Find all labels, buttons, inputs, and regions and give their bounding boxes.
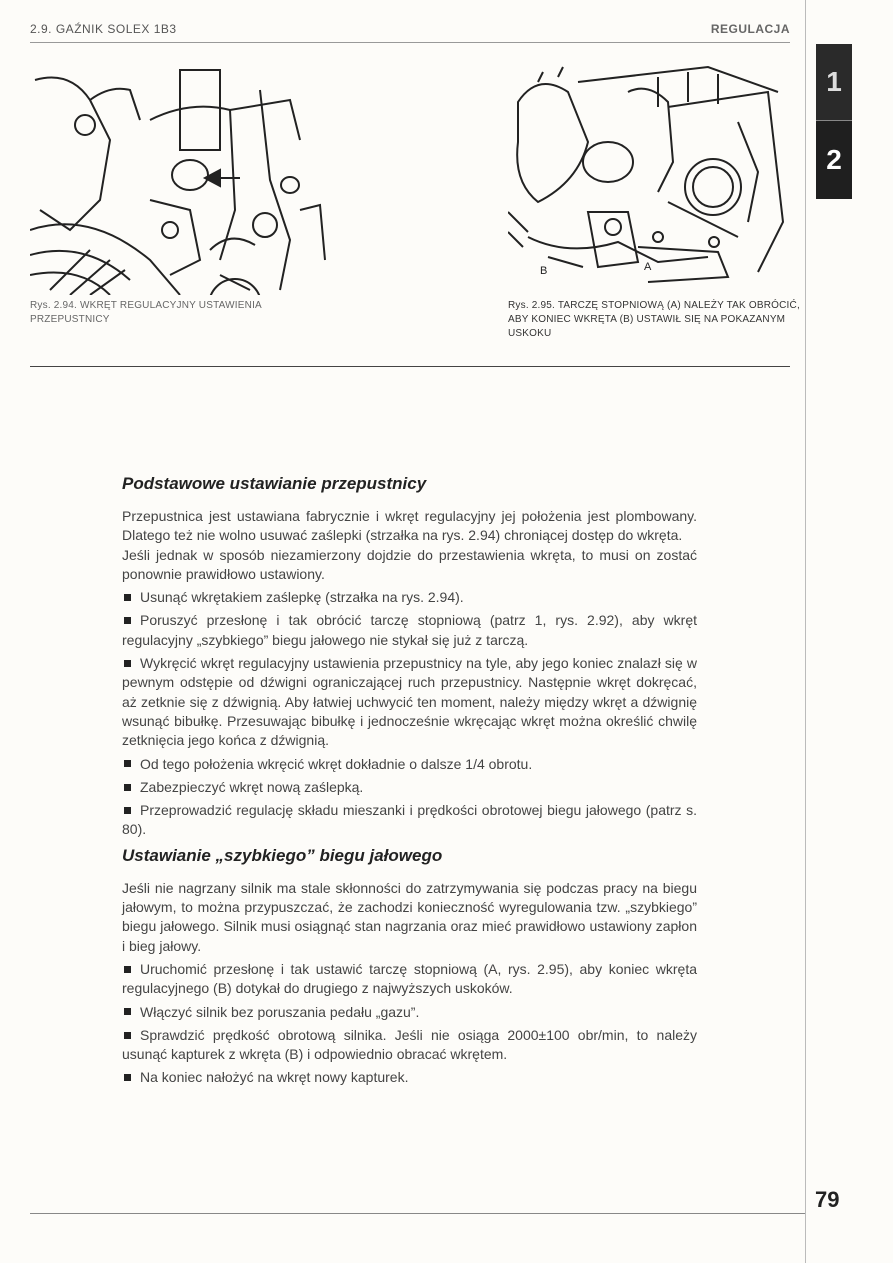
figures-divider xyxy=(30,366,790,367)
bullet-icon xyxy=(124,760,131,767)
paragraph: Jeśli jednak w sposób niezamierzony dojdzie do przestawienia wkręta, to musi on zostać ponownie prawidłowo ustawiony. xyxy=(122,546,697,582)
figure-label-a: A xyxy=(644,261,652,273)
bullet-icon xyxy=(124,594,131,601)
caption-line: PRZEPUSTNICY xyxy=(30,314,110,325)
figure-2-94-illustration xyxy=(30,60,330,295)
list-item xyxy=(122,1026,697,1065)
section-heading: 2.9. GAŹNIK SOLEX 1B3 xyxy=(30,22,177,36)
figure-label-b: B xyxy=(540,265,548,277)
caption-line: USKOKU xyxy=(508,328,552,339)
bullet-icon xyxy=(124,966,131,973)
bullet-icon xyxy=(124,1008,131,1015)
bullet-icon xyxy=(124,617,131,624)
section-title-fast-idle: Ustawianie „szybkiego” biegu jałowego xyxy=(122,845,443,865)
margin-rule xyxy=(805,0,806,1263)
chapter-heading: REGULACJA xyxy=(710,22,790,36)
list-item-text: Usunąć wkrętakiem zaślepkę (strzałka na rys. 2.94). xyxy=(140,589,464,606)
caption-line: ABY KONIEC WKRĘTA (B) USTAWIŁ SIĘ NA POKAZANYM xyxy=(508,314,786,325)
list-item xyxy=(122,1003,697,1022)
list-item-text: Od tego położenia wkręcić wkręt dokładnie o dalsze 1/4 obrotu. xyxy=(140,755,533,772)
paragraph: Jeśli nie nagrzany silnik ma stale skłonności do zatrzymywania się podczas pracy na biegu jałowym, to można przypuszczać, że zachodzi konieczność wyregulowania tzw. „szybkiego” biegu jałowego. Silnik musi osiągnąć stan nagrzania oraz mieć prawidłowo ustawiony zapłon i bieg jałowy. xyxy=(122,879,697,954)
bullet-icon xyxy=(124,807,131,814)
bullet-icon xyxy=(124,1074,131,1081)
list-item xyxy=(122,611,697,650)
chapter-tab-2: 2 xyxy=(816,121,852,199)
bullet-icon xyxy=(124,784,131,791)
list-item xyxy=(122,778,697,797)
figure-2-94-caption xyxy=(30,299,330,327)
bullet-icon xyxy=(124,1032,131,1039)
caption-line: Rys. 2.95. TARCZĘ STOPNIOWĄ (A) NALEŻY TAK OBRÓCIĆ, xyxy=(508,300,800,311)
bullet-icon xyxy=(124,660,131,667)
list-item xyxy=(122,654,697,750)
list-item-text: Na koniec nałożyć na wkręt nowy kapturek. xyxy=(140,1069,409,1086)
section-title-throttle: Podstawowe ustawianie przepustnicy xyxy=(122,474,427,493)
figure-2-95-illustration xyxy=(508,62,791,290)
caption-line: Rys. 2.94. WKRĘT REGULACYJNY USTAWIENIA xyxy=(30,300,262,311)
page-number: 79 xyxy=(815,1187,840,1212)
list-item-text: Zabezpieczyć wkręt nową zaślepką. xyxy=(140,778,364,795)
list-item-text: Sprawdzić prędkość obrotową silnika. Jeśli nie osiąga 2000±100 obr/min, to należy usunąć kapturek z wkręta (B) i odpowiednio obracać wkrętem. xyxy=(122,1026,697,1063)
main-text xyxy=(122,474,697,1088)
figure-2-95-caption xyxy=(508,299,808,341)
chapter-tabs xyxy=(816,44,852,199)
list-item-text: Uruchomić przesłonę i tak ustawić tarczę stopniową (A, rys. 2.95), aby koniec wkręta regulacyjnego (B) dotykał do drugiego z najwyższych uskoków. xyxy=(122,960,697,997)
list-item xyxy=(122,1068,697,1087)
page-header xyxy=(30,22,790,40)
list-item xyxy=(122,588,697,607)
paragraph: Przepustnica jest ustawiana fabrycznie i wkręt regulacyjny jej położenia jest plombowany. Dlatego też nie wolno usuwać zaślepki (strzałka na rys. 2.94) chroniącej dostęp do wkręta. xyxy=(122,508,697,544)
list-item-text: Wykręcić wkręt regulacyjny ustawienia przepustnicy na tyle, aby jego koniec znalazł się w pewnym odstępie od dźwigni ograniczającej ruch przepustnicy. Następnie wkręt dokręcać, aż zetknie się z dźwignią. Aby łatwiej uchwycić ten moment, należy między wkręt a dźwignię wsunąć bibułkę. Przesuwając bibułkę i jednocześnie wkręcając wkręt można określić chwilę zetknięcia jego końca z dźwignią. xyxy=(122,655,697,749)
list-item-text: Włączyć silnik bez poruszania pedału „gazu”. xyxy=(140,1003,420,1020)
list-item xyxy=(122,960,697,999)
header-rule xyxy=(30,42,790,43)
list-item xyxy=(122,755,697,774)
list-item-text: Poruszyć przesłonę i tak obrócić tarczę stopniową (patrz 1, rys. 2.92), aby wkręt regulacyjny „szybkiego” biegu jałowego nie stykał się już z tarczą. xyxy=(122,612,697,648)
list-item xyxy=(122,801,697,840)
list-item-text: Przeprowadzić regulację składu mieszanki i prędkości obrotowej biegu jałowego (patrz s. 80). xyxy=(122,802,697,838)
footer-rule xyxy=(30,1213,805,1214)
chapter-tab-1: 1 xyxy=(816,44,852,121)
